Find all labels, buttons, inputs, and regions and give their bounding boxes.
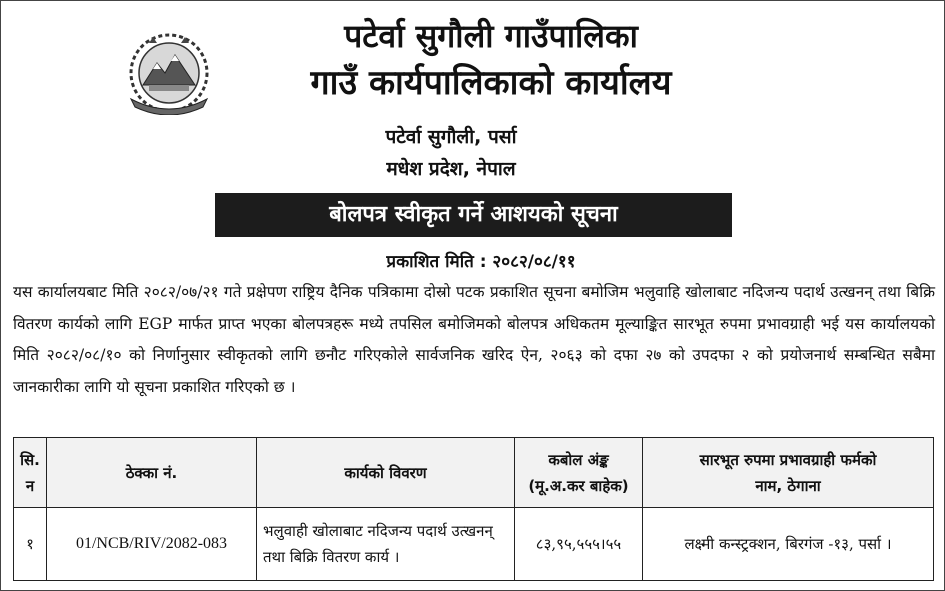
- header-amount-line-2: (मू.अ.कर बाहेक): [528, 476, 629, 495]
- cell-description: भलुवाही खोलाबाट नदिजन्य पदार्थ उत्खनन् तथा बिक्रि वितरण कार्य ।: [257, 508, 515, 581]
- office-subtitle: गाउँ कार्यपालिकाको कार्यालय: [310, 63, 672, 103]
- cell-sn: १: [14, 508, 47, 581]
- cell-contract-no: 01/NCB/RIV/2082-083: [47, 508, 257, 581]
- address-line-2: मधेश प्रदेश, नेपाल: [386, 158, 516, 180]
- office-title: पटेर्वा सुगौली गाउँपालिका: [344, 17, 638, 55]
- address-line-1: पटेर्वा सुगौली, पर्सा: [385, 126, 517, 148]
- notice-banner: बोलपत्र स्वीकृत गर्ने आशयको सूचना: [215, 193, 732, 237]
- header-sn: [14, 438, 47, 508]
- header-firm-line-1: सारभूत रुपमा प्रभावग्राही फर्मको: [699, 450, 877, 469]
- cell-amount: ८३,९५,५५५।५५: [515, 508, 643, 581]
- header-firm: [643, 438, 934, 508]
- cell-firm: लक्ष्मी कन्स्ट्रक्शन, बिरगंज -१३, पर्सा ।: [643, 508, 934, 581]
- header-amount-line-1: कबोल अंङ्क: [548, 450, 609, 469]
- header-firm-line-2: नाम, ठेगाना: [755, 476, 821, 495]
- award-table: [13, 437, 934, 581]
- nepal-government-emblem-icon: [119, 29, 219, 115]
- header-contract-no: ठेक्का नं.: [47, 438, 257, 508]
- header-description: कार्यको विवरण: [257, 438, 515, 508]
- table-header-row: [14, 438, 934, 508]
- header-sn-line-1: सि.: [20, 450, 40, 469]
- header: [241, 13, 741, 107]
- notice-body: यस कार्यालयबाट मिति २०८२/०७/२१ गते प्रक्षेपण राष्ट्रिय दैनिक पत्रिकामा दोस्रो पटक प्रकाशित सूचना बमोजिम भलुवाहि खोलाबाट नदिजन्य पदार्थ उत्खनन् तथा बिक्रि वितरण कार्यको लागि EGP मार्फत प्राप्त भएका बोलपत्रहरू मध्ये तपसिल बमोजिमको बोलपत्र अधिकतम मूल्याङ्कित सारभूत रुपमा प्रभावग्राही भई यस कार्यालयको मिति २०८२/०८/१० को निर्णानुसार स्वीकृतको लागि छनौट गरिएकोले सार्वजनिक खरिद ऐन, २०६३ को दफा २७ को उपदफा २ को प्रयोजनार्थ सम्बन्धित सबैमा जानकारीका लागि यो सूचना प्रकाशित गरिएको छ ।: [13, 283, 935, 396]
- header-sn-line-2: न: [25, 476, 35, 495]
- header-amount: [515, 438, 643, 508]
- table-row: [14, 508, 934, 581]
- publication-date: प्रकाशित मिति : २०८२/०८/११: [386, 252, 576, 272]
